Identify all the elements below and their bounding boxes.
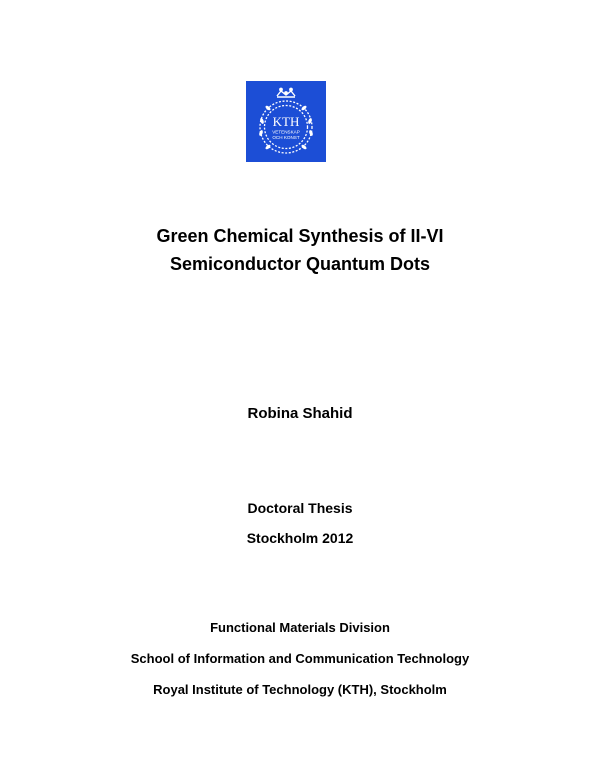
affiliation-school: School of Information and Communication Technology <box>130 651 470 666</box>
thesis-title <box>0 222 600 278</box>
thesis-type: Doctoral Thesis <box>247 500 353 516</box>
place-and-year: Stockholm 2012 <box>246 530 354 546</box>
author-name: Robina Shahid <box>247 405 353 422</box>
kth-logo <box>246 81 326 162</box>
logo-motto-line2: OCH KONST <box>272 135 300 140</box>
kth-crest-icon <box>246 81 326 162</box>
logo-main-text: KTH <box>272 114 300 129</box>
affiliation-division: Functional Materials Division <box>210 620 390 635</box>
thesis-title-line1: Green Chemical Synthesis of II-VI <box>156 226 444 246</box>
affiliation-institute: Royal Institute of Technology (KTH), Stockholm <box>153 682 447 697</box>
thesis-title-line2: Semiconductor Quantum Dots <box>169 254 430 274</box>
logo-motto-line1: VETENSKAP <box>272 129 300 135</box>
